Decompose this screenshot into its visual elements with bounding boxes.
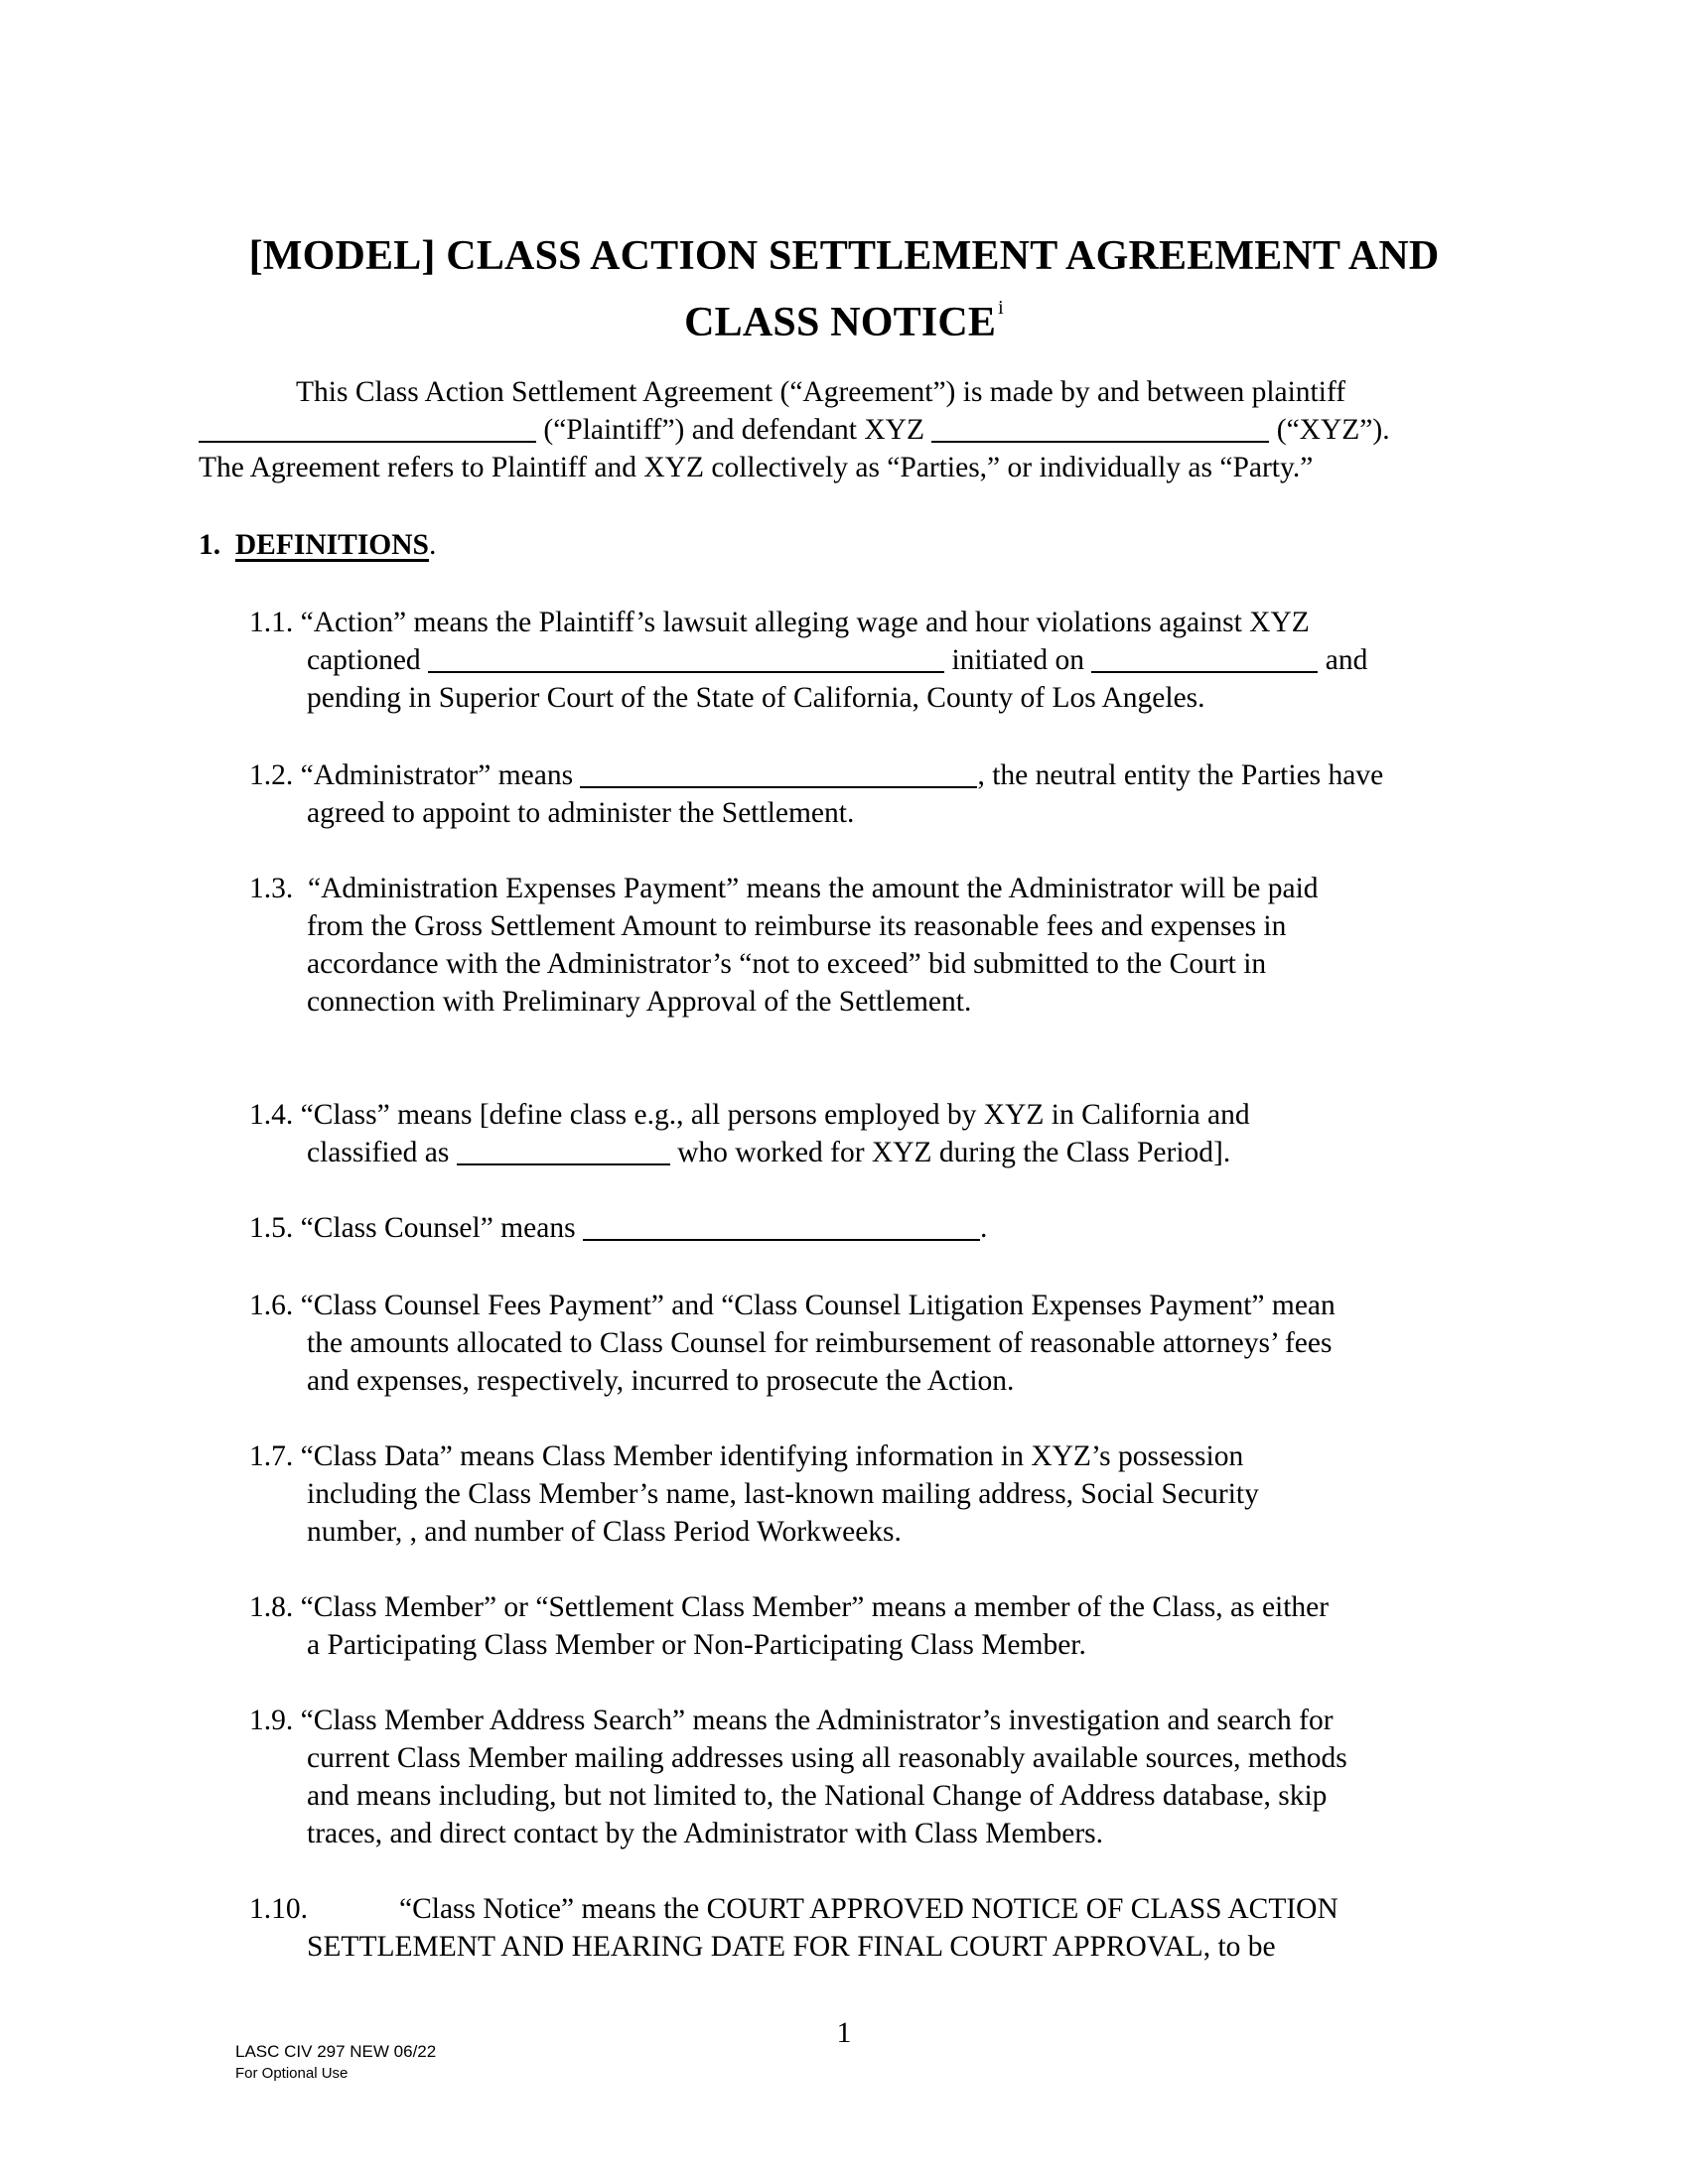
definition-1-7-line-3: number, , and number of Class Period Workweeks. [307,1516,902,1548]
definition-number: 1.8. [249,1591,294,1623]
definition-text: “Class Notice” means the COURT APPROVED NOTICE OF CLASS ACTION [399,1893,1338,1925]
definition-text: classified as [307,1137,450,1168]
definition-text: “Administrator” means [300,759,574,791]
definition-text: captioned [307,644,421,676]
definition-1-3-line-3: accordance with the Administrator’s “not to exceed” bid submitted to the Court in [307,948,1267,980]
intro-line-2 [199,411,1390,449]
definition-number: 1.7. [249,1440,294,1472]
document-title-line-2 [0,282,1688,348]
section-title: DEFINITIONS [234,529,429,561]
definition-1-5-line-1 [249,1209,987,1247]
case-caption-blank[interactable] [428,645,944,673]
section-number: 1. [199,529,221,561]
page-number: 1 [836,2016,852,2049]
definition-text: “Action” means the Plaintiff’s lawsuit alleging wage and hour violations against XYZ [300,607,1310,638]
form-usage-note: For Optional Use [235,2065,349,2082]
definition-text: “Class Data” means Class Member identifying information in XYZ’s possession [300,1440,1244,1472]
document-title-text: CLASS NOTICE [684,300,997,345]
form-id: LASC CIV 297 NEW 06/22 [235,2042,437,2061]
definition-1-3-line-1 [249,870,1319,907]
title-footnote-marker[interactable]: i [998,297,1004,319]
class-counsel-blank[interactable] [583,1213,980,1241]
definition-1-9-line-2: current Class Member mailing addresses using all reasonably available sources, methods [307,1742,1347,1774]
definition-1-2-line-2: agreed to appoint to administer the Settlement. [307,797,855,829]
definition-text: “Class” means [define class e.g., all persons employed by XYZ in California and [300,1099,1250,1131]
definition-1-1-line-2 [307,641,1367,679]
definition-text: . [979,1212,988,1244]
definition-1-10-line-1 [249,1890,1338,1928]
definition-1-7-line-1 [249,1437,1243,1475]
definition-1-9-line-4: traces, and direct contact by the Administrator with Class Members. [307,1818,1104,1849]
definition-number: 1.5. [249,1212,294,1244]
definition-text: “Class Counsel Fees Payment” and “Class Counsel Litigation Expenses Payment” mean [300,1290,1336,1321]
intro-line-2-text-a: (“Plaintiff”) and defendant XYZ [543,414,925,446]
defendant-name-blank[interactable] [931,415,1269,443]
definition-1-3-line-2: from the Gross Settlement Amount to reimburse its reasonable fees and expenses in [307,910,1287,942]
intro-line-3: The Agreement refers to Plaintiff and XYZ collectively as “Parties,” or individually as “Party.” [199,452,1314,483]
initiated-date-blank[interactable] [1091,645,1318,673]
page-footer [235,2041,436,2085]
administrator-name-blank[interactable] [580,760,977,788]
definition-number: 1.1. [249,607,294,638]
definition-1-1-line-3: pending in Superior Court of the State of California, County of Los Angeles. [307,682,1205,714]
definition-number: 1.6. [249,1290,294,1321]
definition-text: who worked for XYZ during the Class Period]. [677,1137,1231,1168]
definition-1-8-line-2: a Participating Class Member or Non-Participating Class Member. [307,1629,1086,1661]
section-heading-definitions [199,526,436,564]
definition-number: 1.4. [249,1099,294,1131]
definition-1-2-line-1 [249,756,1383,794]
definition-1-6-line-1 [249,1287,1336,1324]
definition-text: and [1325,644,1368,676]
intro-line-1: This Class Action Settlement Agreement (“Agreement”) is made by and between plaintiff [296,376,1346,408]
definition-text: “Class Member Address Search” means the Administrator’s investigation and search for [300,1705,1334,1736]
classification-blank[interactable] [457,1138,670,1165]
plaintiff-name-blank[interactable] [199,415,536,443]
definition-1-4-line-1 [249,1096,1250,1134]
definition-text: “Administration Expenses Payment” means the amount the Administrator will be paid [308,873,1319,904]
definition-1-10-line-2: SETTLEMENT AND HEARING DATE FOR FINAL COURT APPROVAL, to be [307,1931,1276,1963]
definition-1-3-line-4: connection with Preliminary Approval of the Settlement. [307,986,972,1018]
section-title-punct: . [428,529,437,561]
definition-1-7-line-2: including the Class Member’s name, last-known mailing address, Social Security [307,1478,1259,1510]
definition-number: 1.10. [249,1893,308,1925]
definition-text: initiated on [951,644,1084,676]
definition-text: “Class Member” or “Settlement Class Member” means a member of the Class, as either [300,1591,1330,1623]
definition-text: “Class Counsel” means [300,1212,576,1244]
intro-line-2-text-b: (“XYZ”). [1276,414,1390,446]
definition-1-4-line-2 [307,1134,1230,1171]
definition-number: 1.3. [249,873,294,904]
definition-1-9-line-1 [249,1702,1334,1739]
definition-text: , the neutral entity the Parties have [977,759,1384,791]
definition-number: 1.2. [249,759,294,791]
definition-number: 1.9. [249,1705,294,1736]
definition-1-1-line-1 [249,604,1310,641]
definition-1-8-line-1 [249,1588,1329,1626]
document-title-line-1: [MODEL] CLASS ACTION SETTLEMENT AGREEMENT AND [248,233,1440,279]
definition-1-6-line-3: and expenses, respectively, incurred to prosecute the Action. [307,1365,1015,1397]
definition-1-6-line-2: the amounts allocated to Class Counsel for reimbursement of reasonable attorneys’ fees [307,1327,1333,1359]
definition-1-9-line-3: and means including, but not limited to, the National Change of Address database, skip [307,1780,1328,1812]
